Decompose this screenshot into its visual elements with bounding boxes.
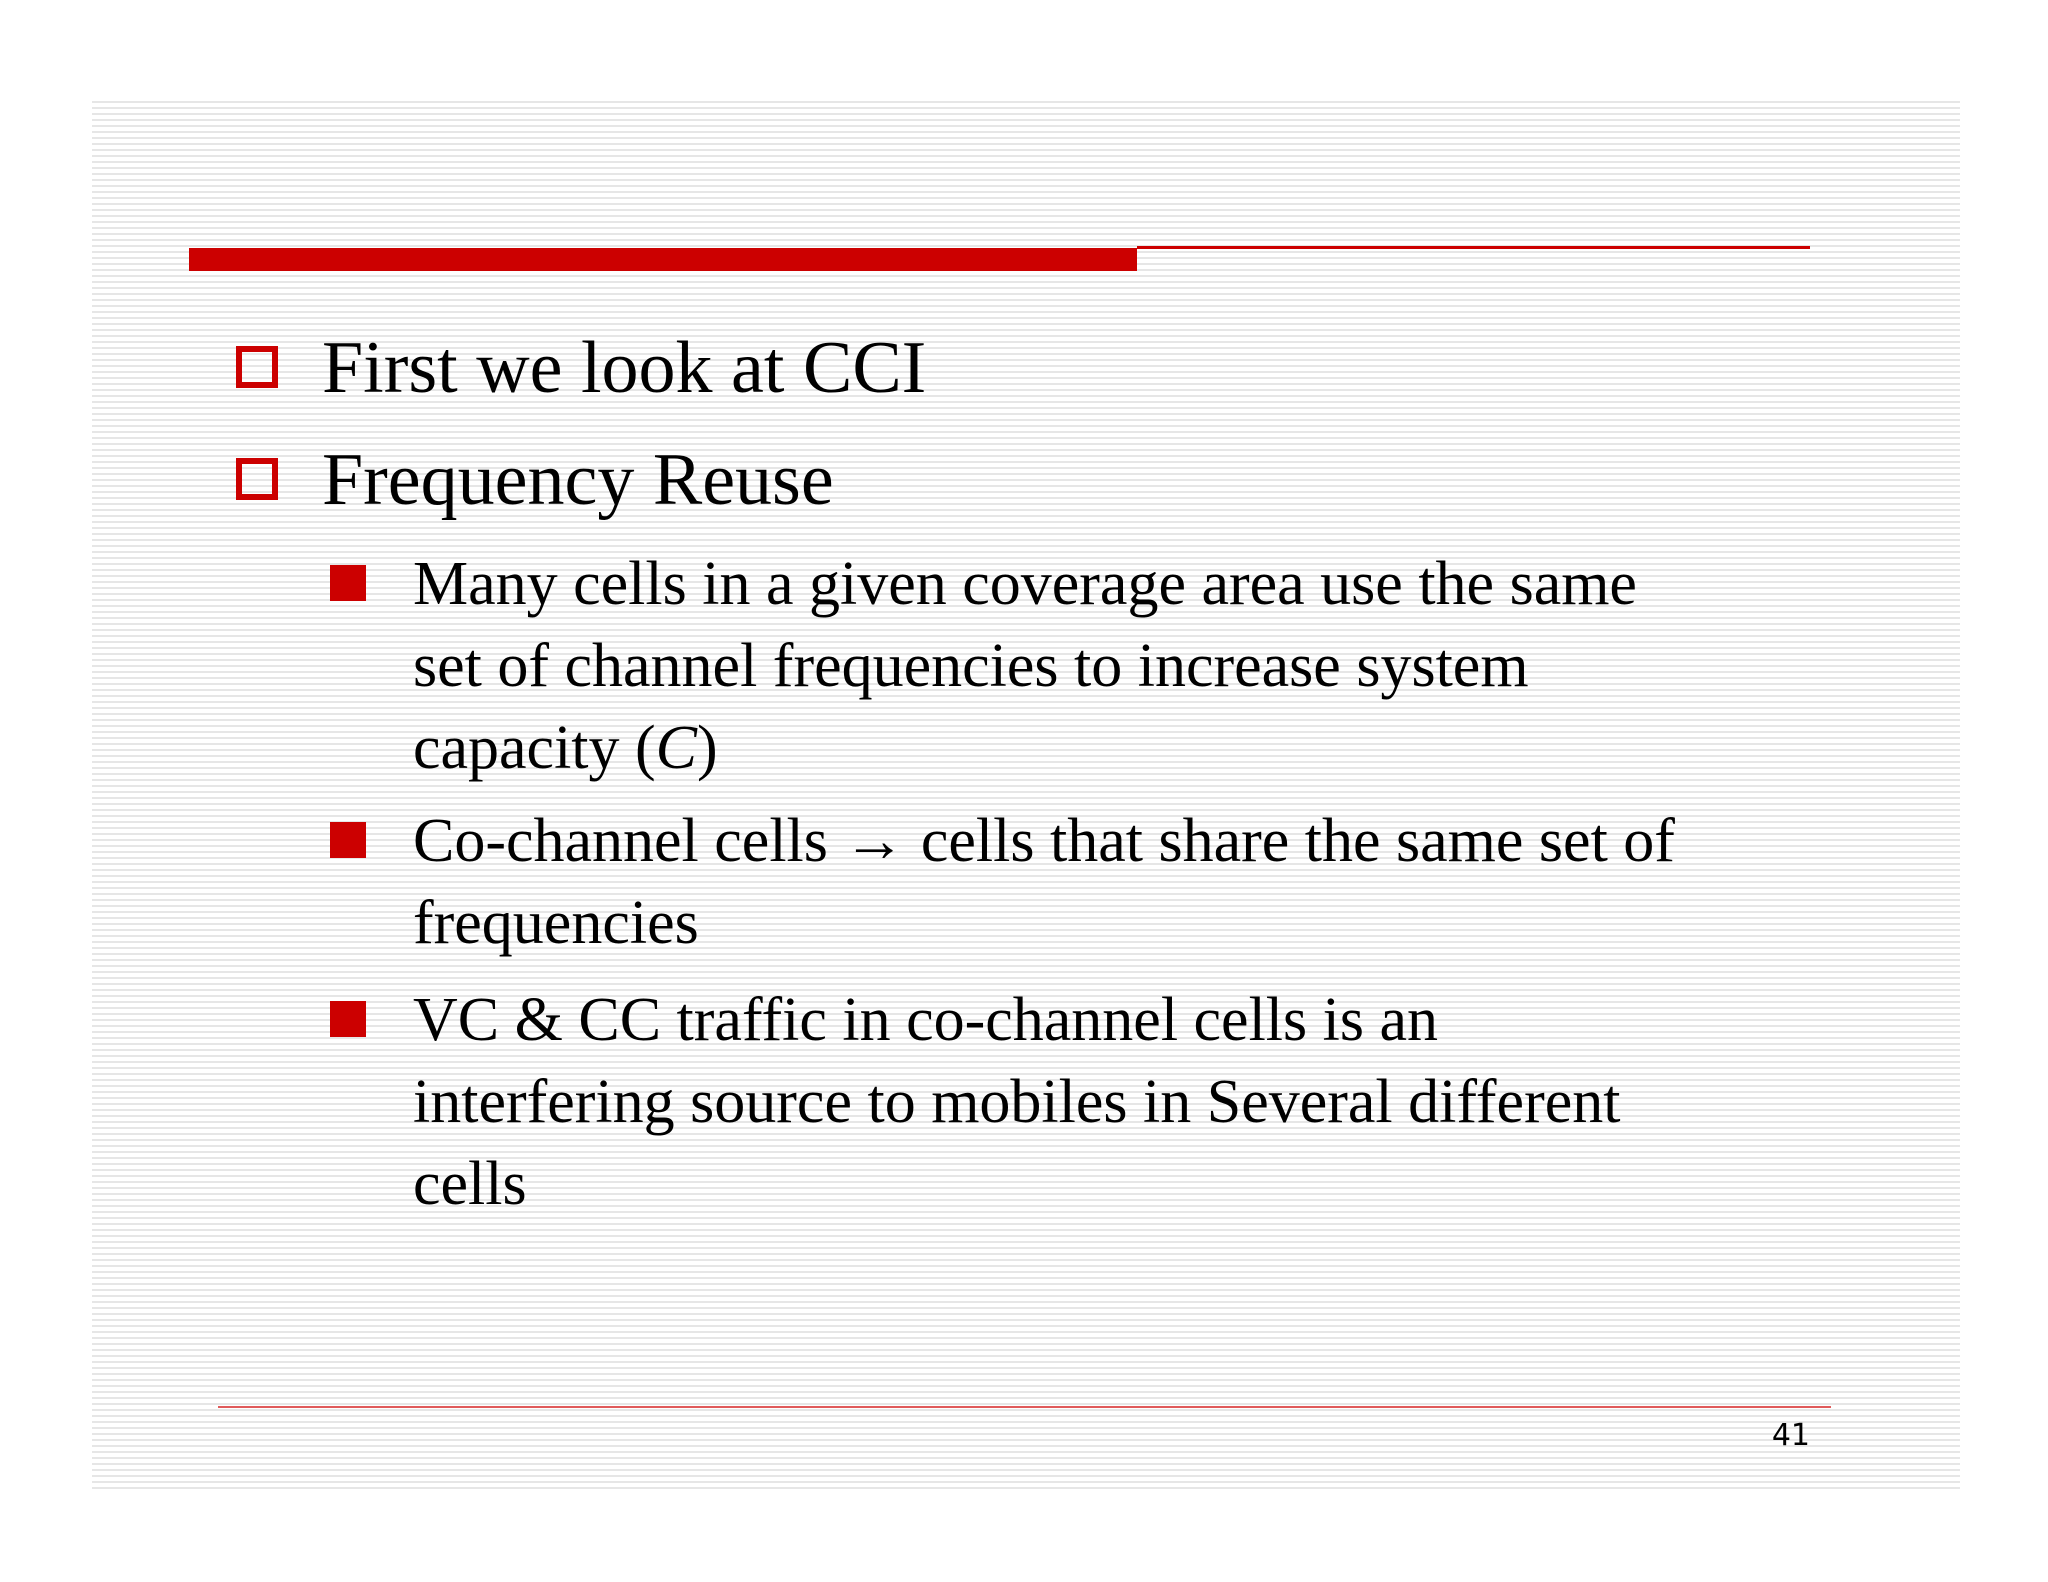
hollow-square-icon <box>236 458 278 500</box>
page-number: 41 <box>1771 1418 1810 1453</box>
filled-square-icon <box>330 565 366 601</box>
bullet-text: VC & CC traffic in co-channel cells is an interfering source to mobiles in Several different cells <box>413 986 1621 1218</box>
bullet-text: First we look at CCI <box>322 327 927 409</box>
filled-square-icon <box>330 1001 366 1037</box>
bullet-text: Frequency Reuse <box>322 439 834 521</box>
filled-square-icon <box>330 822 366 858</box>
bullet-text: Co-channel cells → cells that share the same set of frequencies <box>413 807 1675 957</box>
hollow-square-icon <box>236 346 278 388</box>
bullet-text: Many cells in a given coverage area use the same set of channel frequencies to increase system capacity (C) <box>413 550 1637 782</box>
capacity-symbol: C <box>655 714 698 782</box>
